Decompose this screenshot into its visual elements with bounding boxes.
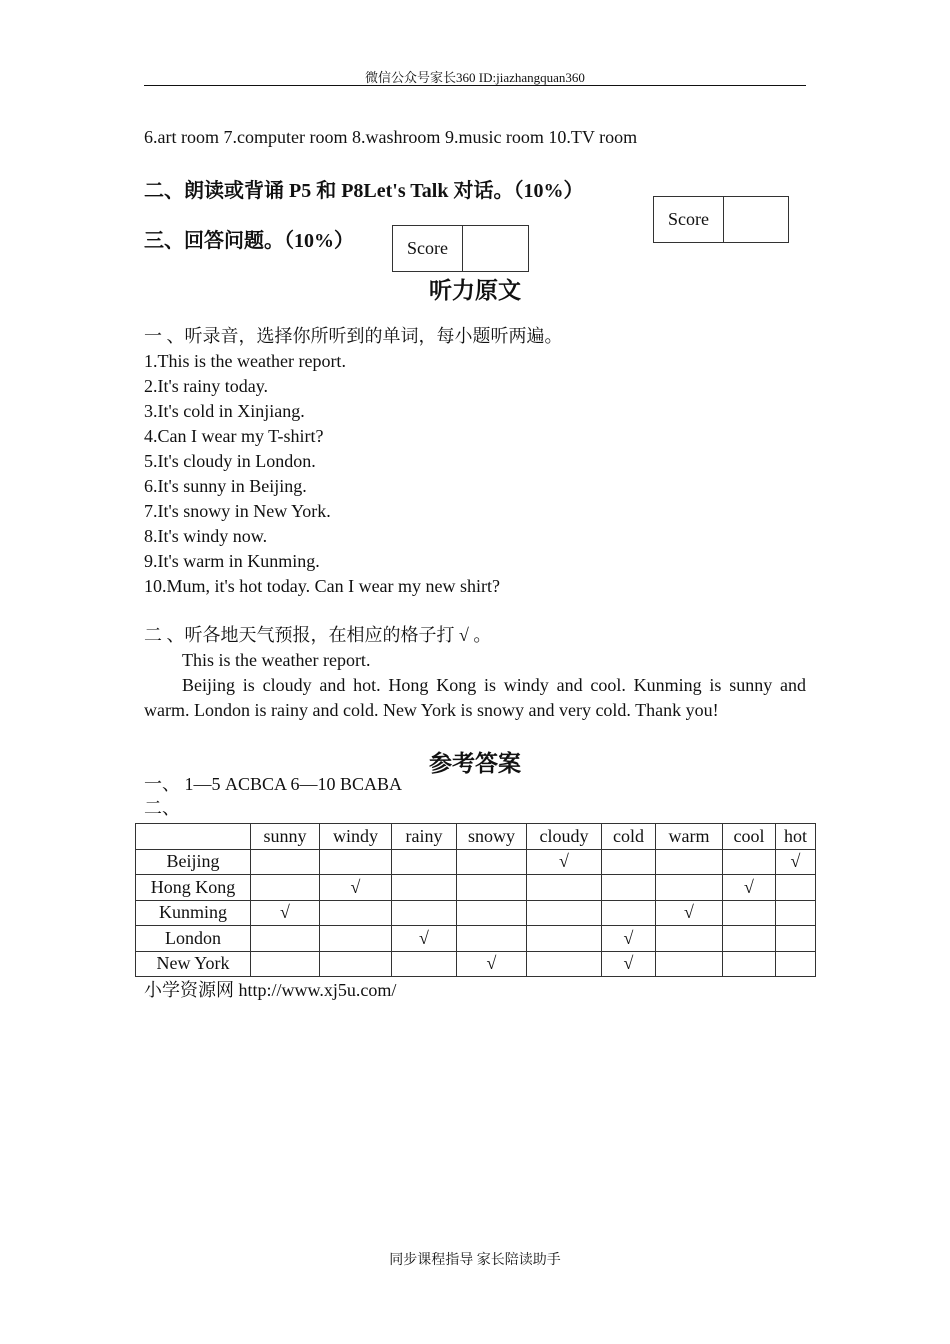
- check-cell: [723, 849, 776, 875]
- table-row: [136, 875, 816, 901]
- table-header-cell: warm: [656, 824, 723, 850]
- check-cell: [776, 875, 816, 901]
- check-cell: [776, 900, 816, 926]
- check-cell: [457, 900, 527, 926]
- score-value-cell[interactable]: [724, 197, 788, 242]
- check-cell: [457, 849, 527, 875]
- check-cell: [776, 951, 816, 977]
- check-cell: [457, 875, 527, 901]
- check-cell: √: [776, 849, 816, 875]
- check-cell: √: [527, 849, 602, 875]
- part-2-instruction: 二 、听各地天气预报，在相应的格子打 √ 。: [144, 625, 492, 645]
- answers-part-2-label: 二、: [144, 798, 180, 818]
- check-cell: √: [392, 926, 457, 952]
- check-cell: [602, 849, 656, 875]
- answers-title: 参考答案: [429, 751, 521, 776]
- part-1-instruction: 一 、听录音，选择你所听到的单词，每小题听两遍。: [144, 326, 563, 346]
- check-cell: [656, 926, 723, 952]
- check-cell: [392, 900, 457, 926]
- page-footer: 同步课程指导 家长陪读助手: [389, 1253, 561, 1268]
- city-cell: New York: [136, 951, 251, 977]
- check-cell: √: [723, 875, 776, 901]
- check-cell: √: [251, 900, 320, 926]
- part-2-intro-block: [182, 648, 370, 673]
- score-value-cell[interactable]: [463, 226, 528, 271]
- table-row: [136, 849, 816, 875]
- check-cell: √: [656, 900, 723, 926]
- transcript-line: 1.This is the weather report.: [144, 351, 346, 371]
- table-header-cell: rainy: [392, 824, 457, 850]
- check-cell: [723, 926, 776, 952]
- check-cell: [602, 900, 656, 926]
- table-header-cell: snowy: [457, 824, 527, 850]
- check-cell: [527, 951, 602, 977]
- check-cell: √: [320, 875, 392, 901]
- score-label: Score: [654, 197, 724, 242]
- check-cell: [656, 849, 723, 875]
- check-cell: [320, 900, 392, 926]
- table-header-cell: windy: [320, 824, 392, 850]
- transcript-line: 5.It's cloudy in London.: [144, 451, 316, 471]
- table-row: [136, 900, 816, 926]
- source-line: 小学资源网 http://www.xj5u.com/: [144, 980, 397, 1000]
- score-box-section-3: [392, 225, 529, 272]
- table-header-cell: hot: [776, 824, 816, 850]
- check-cell: [457, 926, 527, 952]
- table-row: [136, 951, 816, 977]
- city-cell: Beijing: [136, 849, 251, 875]
- transcript-line: 10.Mum, it's hot today. Can I wear my new shirt?: [144, 576, 501, 596]
- check-cell: [656, 951, 723, 977]
- table-row: [136, 926, 816, 952]
- score-label: Score: [393, 226, 463, 271]
- table-header-cell: [136, 824, 251, 850]
- table-header-cell: cool: [723, 824, 776, 850]
- check-cell: [392, 875, 457, 901]
- check-cell: [723, 900, 776, 926]
- page-header: 微信公众号家长360 ID:jiazhangquan360: [365, 70, 585, 85]
- check-cell: [656, 875, 723, 901]
- part-1-transcript: [144, 324, 563, 599]
- section-3-heading: 三、回答问题。（10%）: [144, 230, 354, 252]
- city-cell: Hong Kong: [136, 875, 251, 901]
- check-cell: [251, 926, 320, 952]
- transcript-line: 4.Can I wear my T-shirt?: [144, 426, 324, 446]
- check-cell: [320, 926, 392, 952]
- check-cell: [527, 900, 602, 926]
- answer-table: [135, 823, 816, 977]
- section-2-heading: 二、朗读或背诵 P5 和 P8Let's Talk 对话。（10%）: [144, 180, 584, 202]
- check-cell: [392, 951, 457, 977]
- answers-part-1: 一、 1—5 ACBCA 6—10 BCABA: [144, 774, 403, 794]
- transcript-line: 6.It's sunny in Beijing.: [144, 476, 307, 496]
- check-cell: [320, 951, 392, 977]
- table-header-cell: sunny: [251, 824, 320, 850]
- check-cell: [392, 849, 457, 875]
- table-header-row: [136, 824, 816, 850]
- part-2-paragraph: Beijing is cloudy and hot. Hong Kong is windy and cool. Kunming is sunny and warm. London is rainy and cold. New York is snowy and very cold. Thank you!: [144, 675, 806, 720]
- check-cell: [776, 926, 816, 952]
- transcript-title: 听力原文: [429, 278, 521, 303]
- check-cell: √: [602, 926, 656, 952]
- check-cell: [320, 849, 392, 875]
- transcript-line: 3.It's cold in Xinjiang.: [144, 401, 305, 421]
- transcript-line: 9.It's warm in Kunming.: [144, 551, 320, 571]
- check-cell: [527, 875, 602, 901]
- part-2-intro-line: This is the weather report.: [182, 650, 371, 670]
- transcript-line: 2.It's rainy today.: [144, 376, 269, 396]
- city-cell: Kunming: [136, 900, 251, 926]
- table-header-cell: cloudy: [527, 824, 602, 850]
- check-cell: [251, 849, 320, 875]
- table-header-cell: cold: [602, 824, 656, 850]
- city-cell: London: [136, 926, 251, 952]
- check-cell: [251, 951, 320, 977]
- transcript-line: 7.It's snowy in New York.: [144, 501, 331, 521]
- score-box-section-2: [653, 196, 789, 243]
- transcript-line: 8.It's windy now.: [144, 526, 268, 546]
- header-divider: [144, 85, 806, 86]
- part-2-instruction-block: [144, 623, 491, 648]
- check-cell: [602, 875, 656, 901]
- check-cell: √: [457, 951, 527, 977]
- answers-block: [144, 772, 402, 797]
- vocab-line: 6.art room 7.computer room 8.washroom 9.music room 10.TV room: [144, 127, 638, 147]
- check-cell: [251, 875, 320, 901]
- check-cell: [527, 926, 602, 952]
- check-cell: [723, 951, 776, 977]
- check-cell: √: [602, 951, 656, 977]
